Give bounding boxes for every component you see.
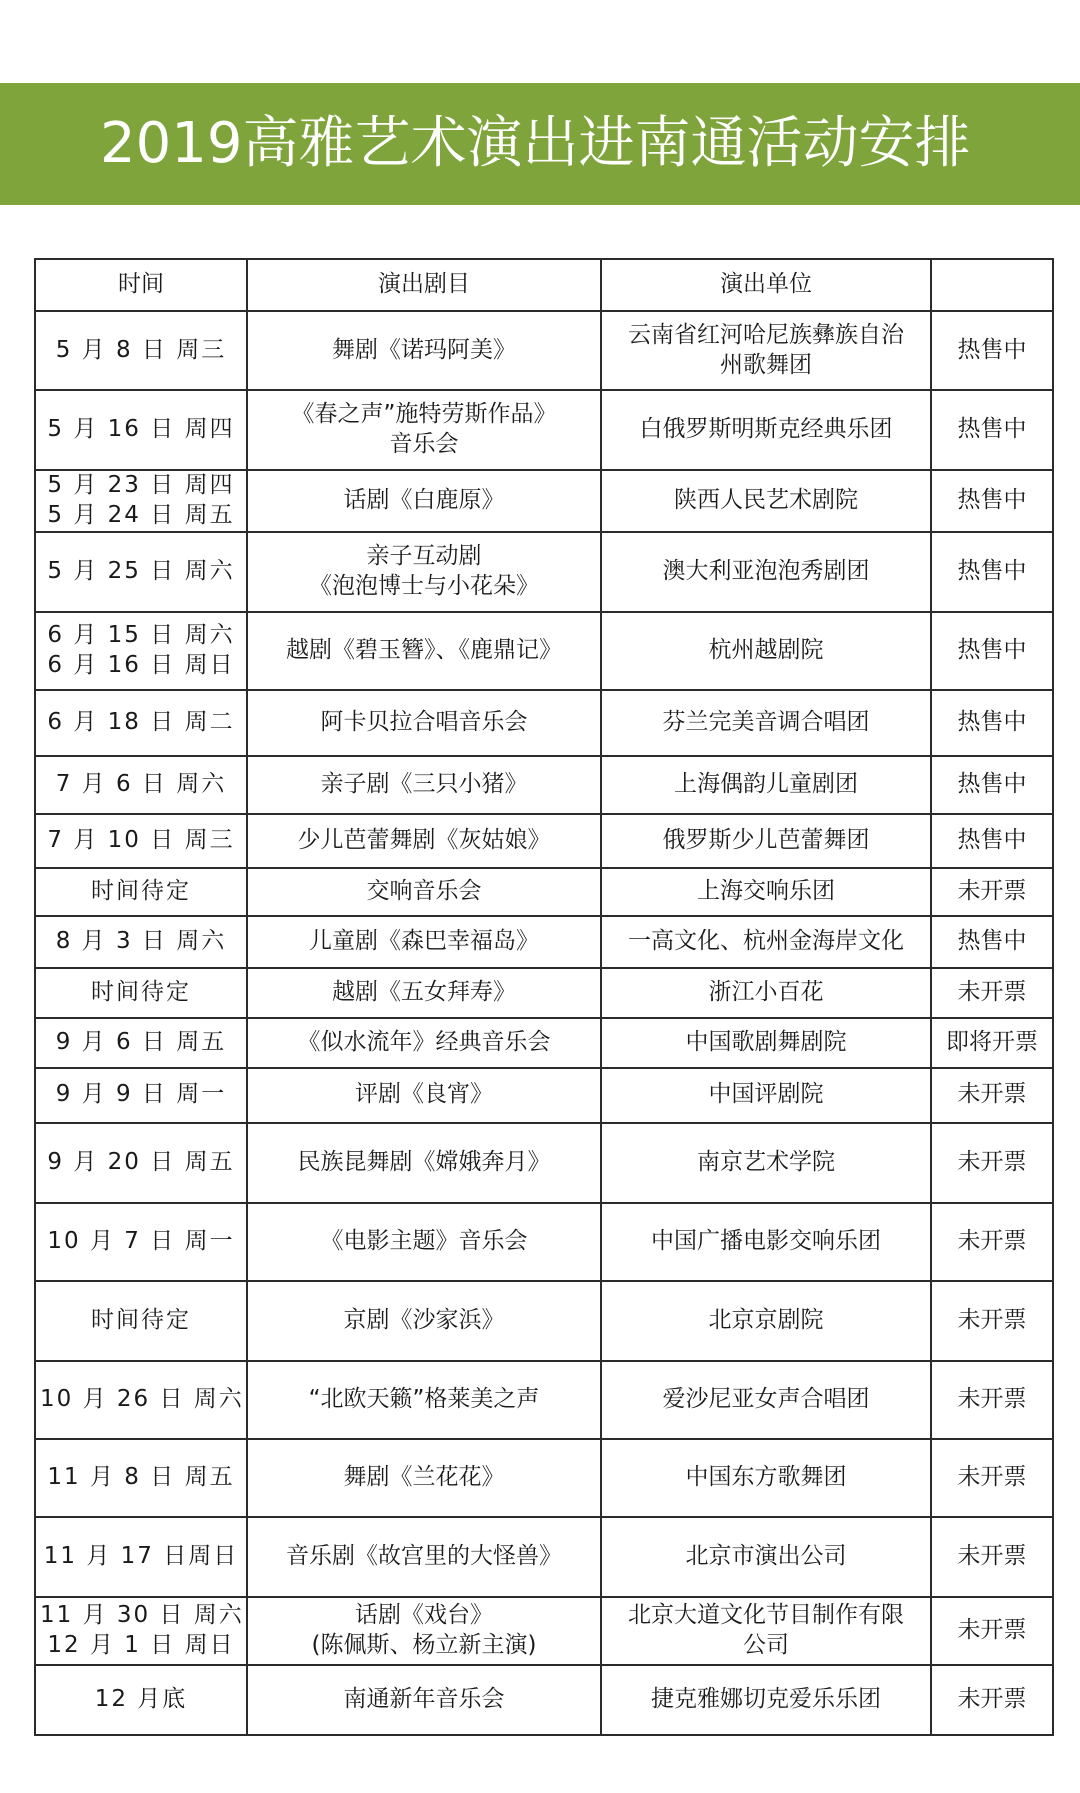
cell-troupe: [601, 1665, 931, 1735]
cell-time: [35, 868, 247, 916]
cell-time: [35, 968, 247, 1018]
table-row: [35, 311, 1053, 390]
cell-troupe-line: 陕西人民艺术剧院: [674, 486, 858, 513]
cell-troupe-line: 俄罗斯少儿芭蕾舞团: [662, 826, 870, 853]
cell-troupe-line: 北京市演出公司: [685, 1542, 847, 1569]
status-badge: 热售中: [931, 390, 1053, 470]
table-row: [35, 814, 1053, 868]
cell-time-line: 11 月 17 日周日: [43, 1542, 239, 1569]
table-row: [35, 612, 1053, 690]
cell-program: [247, 1517, 601, 1597]
table-row: [35, 1123, 1053, 1203]
cell-troupe-line: 南京艺术学院: [697, 1148, 835, 1175]
cell-time: [35, 1665, 247, 1735]
cell-program: [247, 868, 601, 916]
status-badge: 热售中: [931, 756, 1053, 814]
cell-program-line: 话剧《戏台》: [355, 1601, 493, 1628]
cell-program: [247, 612, 601, 690]
cell-time: [35, 1018, 247, 1068]
cell-time-line: 11 月 8 日 周五: [47, 1463, 235, 1490]
table-header-row: [35, 259, 1053, 311]
cell-time-line: 6 月 18 日 周二: [47, 708, 235, 735]
cell-time-line: 时间待定: [91, 978, 191, 1005]
cell-program-line: 越剧《五女拜寿》: [332, 978, 516, 1005]
cell-troupe-line: 云南省红河哈尼族彝族自治: [628, 321, 904, 348]
cell-troupe-line: 中国东方歌舞团: [685, 1463, 847, 1490]
cell-troupe-line: 一高文化、杭州金海岸文化: [628, 927, 904, 954]
cell-program-line: 民族昆舞剧《嫦娥奔月》: [297, 1148, 551, 1175]
table-row: [35, 968, 1053, 1018]
cell-program: [247, 1439, 601, 1517]
status-badge: 未开票: [931, 1203, 1053, 1281]
cell-program-line: 舞剧《兰花花》: [343, 1463, 505, 1490]
cell-time: [35, 612, 247, 690]
cell-troupe: [601, 1123, 931, 1203]
cell-troupe: [601, 470, 931, 532]
cell-time-line: 5 月 25 日 周六: [47, 557, 235, 584]
status-badge: 未开票: [931, 1597, 1053, 1665]
status-badge: 未开票: [931, 868, 1053, 916]
cell-time: [35, 1203, 247, 1281]
cell-troupe: [601, 814, 931, 868]
cell-troupe: [601, 1203, 931, 1281]
cell-time-line: 10 月 7 日 周一: [47, 1227, 235, 1254]
status-badge: 热售中: [931, 612, 1053, 690]
status-badge: 未开票: [931, 1439, 1053, 1517]
cell-troupe: [601, 1281, 931, 1361]
cell-program-line: 《春之声”施特劳斯作品》: [291, 401, 557, 428]
status-badge: 未开票: [931, 1068, 1053, 1123]
cell-time-line: 7 月 6 日 周六: [55, 770, 227, 797]
cell-troupe: [601, 916, 931, 968]
table-row: [35, 1068, 1053, 1123]
cell-time: [35, 1439, 247, 1517]
cell-time-line: 6 月 15 日 周六: [47, 621, 235, 648]
table-row: [35, 1517, 1053, 1597]
table-row: [35, 1203, 1053, 1281]
cell-troupe: [601, 1018, 931, 1068]
table-row: [35, 1439, 1053, 1517]
cell-troupe-line: 上海交响乐团: [697, 877, 835, 904]
header-troupe: 演出单位: [601, 259, 931, 311]
cell-time-line: 5 月 8 日 周三: [55, 336, 227, 363]
header-time: 时间: [35, 259, 247, 311]
cell-troupe: [601, 756, 931, 814]
cell-troupe: [601, 690, 931, 756]
cell-time-line: 12 月 1 日 周日: [47, 1631, 235, 1658]
status-badge: 未开票: [931, 968, 1053, 1018]
cell-time: [35, 1597, 247, 1665]
cell-troupe: [601, 1361, 931, 1439]
cell-program-line: 亲子互动剧: [366, 542, 482, 569]
cell-time-line: 时间待定: [91, 877, 191, 904]
table-row: [35, 1361, 1053, 1439]
status-badge: 热售中: [931, 814, 1053, 868]
cell-troupe-line: 中国歌剧舞剧院: [685, 1028, 847, 1055]
cell-troupe-line: 公司: [743, 1631, 789, 1658]
cell-troupe-line: 芬兰完美音调合唱团: [662, 708, 870, 735]
cell-program-line: 话剧《白鹿原》: [343, 486, 505, 513]
cell-program: [247, 1123, 601, 1203]
table-row: [35, 1665, 1053, 1735]
cell-program-line: 音乐剧《故宫里的大怪兽》: [286, 1542, 562, 1569]
cell-time: [35, 1123, 247, 1203]
cell-program-line: 舞剧《诺玛阿美》: [332, 336, 516, 363]
table-row: [35, 756, 1053, 814]
cell-program: [247, 532, 601, 612]
cell-time: [35, 1281, 247, 1361]
cell-troupe: [601, 968, 931, 1018]
cell-troupe-line: 澳大利亚泡泡秀剧团: [662, 557, 870, 584]
cell-time: [35, 470, 247, 532]
status-badge: 热售中: [931, 690, 1053, 756]
header-status: [931, 259, 1053, 311]
cell-troupe: [601, 1068, 931, 1123]
cell-time: [35, 532, 247, 612]
cell-time-line: 10 月 26 日 周六: [40, 1385, 244, 1412]
cell-program-line: 阿卡贝拉合唱音乐会: [320, 708, 528, 735]
cell-program: [247, 1018, 601, 1068]
cell-time: [35, 916, 247, 968]
status-badge: 未开票: [931, 1123, 1053, 1203]
cell-time: [35, 756, 247, 814]
cell-time-line: 6 月 16 日 周日: [47, 651, 235, 678]
status-badge: 未开票: [931, 1361, 1053, 1439]
cell-troupe: [601, 390, 931, 470]
header-program: 演出剧目: [247, 259, 601, 311]
cell-time: [35, 690, 247, 756]
cell-program-line: 少儿芭蕾舞剧《灰姑娘》: [297, 826, 551, 853]
cell-troupe: [601, 1597, 931, 1665]
cell-troupe-line: 浙江小百花: [708, 978, 824, 1005]
cell-troupe: [601, 868, 931, 916]
cell-troupe-line: 白俄罗斯明斯克经典乐团: [639, 416, 893, 443]
cell-program: [247, 470, 601, 532]
table-row: [35, 1018, 1053, 1068]
cell-time-line: 5 月 23 日 周四: [47, 472, 235, 498]
title-banner: [0, 83, 1080, 205]
cell-time-line: 12 月底: [94, 1685, 188, 1712]
cell-program: [247, 1361, 601, 1439]
cell-troupe-line: 捷克雅娜切克爱乐乐团: [651, 1685, 881, 1712]
cell-troupe-line: 中国广播电影交响乐团: [651, 1227, 881, 1254]
status-badge: 未开票: [931, 1281, 1053, 1361]
cell-time-line: 9 月 9 日 周一: [55, 1081, 227, 1108]
cell-troupe: [601, 612, 931, 690]
cell-program: [247, 916, 601, 968]
table-row: [35, 532, 1053, 612]
status-badge: 即将开票: [931, 1018, 1053, 1068]
cell-troupe-line: 上海偶韵儿童剧团: [674, 770, 858, 797]
cell-troupe: [601, 311, 931, 390]
cell-troupe-line: 州歌舞团: [720, 351, 812, 378]
cell-time-line: 11 月 30 日 周六: [40, 1601, 244, 1628]
status-badge: 热售中: [931, 532, 1053, 612]
table-row: [35, 1597, 1053, 1665]
cell-program: [247, 1068, 601, 1123]
status-badge: 热售中: [931, 916, 1053, 968]
cell-time: [35, 1068, 247, 1123]
cell-program: [247, 311, 601, 390]
status-badge: 未开票: [931, 1665, 1053, 1735]
cell-program: [247, 1665, 601, 1735]
cell-troupe-line: 杭州越剧院: [708, 636, 824, 663]
cell-troupe-line: 中国评剧院: [708, 1081, 824, 1108]
cell-program: [247, 690, 601, 756]
cell-program-line: 南通新年音乐会: [343, 1685, 505, 1712]
cell-time: [35, 814, 247, 868]
cell-troupe-line: 北京京剧院: [708, 1306, 824, 1333]
cell-troupe: [601, 1439, 931, 1517]
cell-program: [247, 756, 601, 814]
table-row: [35, 916, 1053, 968]
cell-time: [35, 311, 247, 390]
cell-time-line: 7 月 10 日 周三: [47, 826, 235, 853]
cell-time-line: 时间待定: [91, 1306, 191, 1333]
cell-program-line: 音乐会: [389, 431, 459, 457]
cell-program-line: 越剧《碧玉簪》、《鹿鼎记》: [286, 636, 562, 663]
cell-program-line: 儿童剧《森巴幸福岛》: [309, 927, 539, 954]
cell-program: [247, 968, 601, 1018]
page-title: 2019高雅艺术演出进南通活动安排: [100, 111, 971, 176]
cell-program-line: 亲子剧《三只小猪》: [320, 770, 528, 797]
cell-program: [247, 1281, 601, 1361]
cell-program: [247, 1203, 601, 1281]
cell-program: [247, 390, 601, 470]
cell-time-line: 5 月 16 日 周四: [47, 416, 235, 443]
cell-program-line: 《电影主题》音乐会: [320, 1227, 528, 1254]
table-row: [35, 470, 1053, 532]
cell-program-line: “北欧天籁”格莱美之声: [308, 1385, 540, 1412]
schedule-table: [34, 258, 1054, 1736]
cell-program-line: (陈佩斯、杨立新主演): [311, 1631, 537, 1658]
cell-time-line: 9 月 20 日 周五: [47, 1148, 235, 1175]
table-row: [35, 868, 1053, 916]
cell-time: [35, 1361, 247, 1439]
cell-time-line: 5 月 24 日 周五: [47, 501, 235, 528]
cell-troupe: [601, 532, 931, 612]
cell-time: [35, 1517, 247, 1597]
cell-troupe-line: 北京大道文化节目制作有限: [628, 1601, 904, 1628]
cell-troupe-line: 爱沙尼亚女声合唱团: [662, 1385, 870, 1412]
cell-program-line: 京剧《沙家浜》: [343, 1306, 505, 1333]
cell-troupe: [601, 1517, 931, 1597]
table-row: [35, 390, 1053, 470]
cell-program-line: 交响音乐会: [366, 877, 482, 904]
cell-program: [247, 1597, 601, 1665]
cell-time: [35, 390, 247, 470]
table-row: [35, 1281, 1053, 1361]
status-badge: 热售中: [931, 311, 1053, 390]
cell-program-line: 《泡泡博士与小花朵》: [309, 572, 539, 599]
cell-program-line: 评剧《良宵》: [355, 1081, 493, 1108]
cell-program-line: 《似水流年》经典音乐会: [297, 1028, 551, 1055]
table-row: [35, 690, 1053, 756]
cell-program: [247, 814, 601, 868]
cell-time-line: 9 月 6 日 周五: [55, 1028, 227, 1055]
status-badge: 未开票: [931, 1517, 1053, 1597]
cell-time-line: 8 月 3 日 周六: [55, 927, 227, 954]
status-badge: 热售中: [931, 470, 1053, 532]
